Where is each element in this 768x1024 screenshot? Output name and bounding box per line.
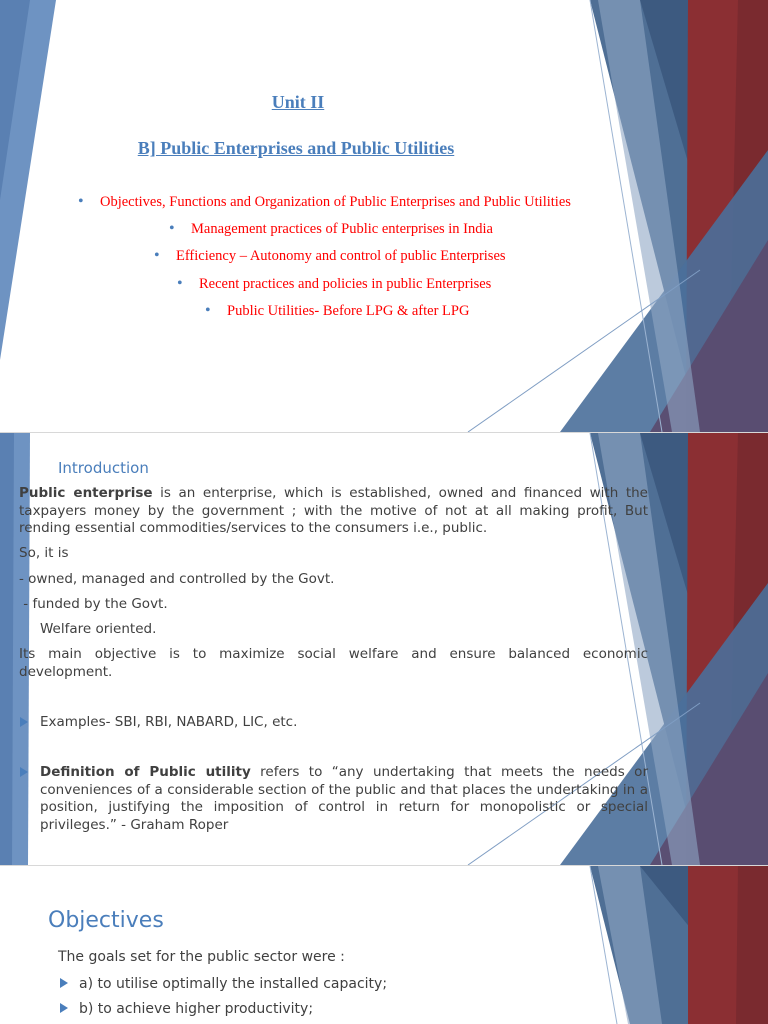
objective-item: b) to achieve higher productivity;	[79, 1001, 314, 1017]
topic-list-item: • Recent practices and policies in public Enterprises	[177, 275, 492, 292]
definition-paragraph: Definition of Public utility refers to “any undertaking that meets the needs or conveniences of a considerable section of the public and that places the undertaking in a position, justifying the imposition of control in return for monopolistic or special privileges.” - Graham Roper	[40, 764, 648, 833]
arrow-bullet-icon	[60, 978, 68, 988]
arrow-bullet-icon	[60, 1003, 68, 1013]
slide-2	[0, 433, 768, 865]
owned-line: - owned, managed and controlled by the Govt.	[19, 571, 335, 587]
slide-1	[0, 0, 768, 432]
topic-list-item: • Objectives, Functions and Organization of Public Enterprises and Public Utilities	[78, 193, 571, 210]
so-it-is-line: So, it is	[19, 545, 69, 561]
objective-item: a) to utilise optimally the installed capacity;	[79, 976, 388, 992]
bullet-dot-icon: •	[205, 302, 211, 319]
term-bold: Definition of Public utility	[40, 764, 251, 780]
lead-line: The goals set for the public sector were :	[58, 949, 345, 965]
bullet-dot-icon: •	[78, 193, 84, 210]
term-bold: Public enterprise	[19, 485, 153, 501]
arrow-bullet-icon	[20, 717, 28, 727]
topic-list-item: • Management practices of Public enterprises in India	[169, 220, 493, 237]
slide-3	[0, 866, 768, 1024]
main-objective-paragraph: Its main objective is to maximize social welfare and ensure balanced economic development.	[19, 646, 648, 680]
bullet-dot-icon: •	[177, 275, 183, 292]
slide-subtitle: B] Public Enterprises and Public Utilities	[137, 138, 455, 158]
section-heading: Introduction	[58, 459, 149, 477]
intro-paragraph: Public enterprise is an enterprise, which is established, owned and financed with the taxpayers money by the government ; with the motive of not at all making profit, But rending essential commodities/services to the consumers i.e., public.	[19, 485, 648, 536]
slide-title: Unit II	[271, 92, 325, 112]
slide-decoration	[0, 0, 768, 432]
topic-list-item: • Efficiency – Autonomy and control of public Enterprises	[154, 247, 506, 264]
topic-list-item: • Public Utilities- Before LPG & after LPG	[205, 302, 470, 319]
bullet-dot-icon: •	[169, 220, 175, 237]
funded-line: - funded by the Govt.	[19, 596, 168, 612]
bullet-dot-icon: •	[154, 247, 160, 264]
welfare-line: Welfare oriented.	[40, 621, 157, 637]
arrow-bullet-icon	[20, 767, 28, 777]
examples-line: Examples- SBI, RBI, NABARD, LIC, etc.	[40, 714, 298, 730]
section-heading: Objectives	[48, 908, 164, 933]
